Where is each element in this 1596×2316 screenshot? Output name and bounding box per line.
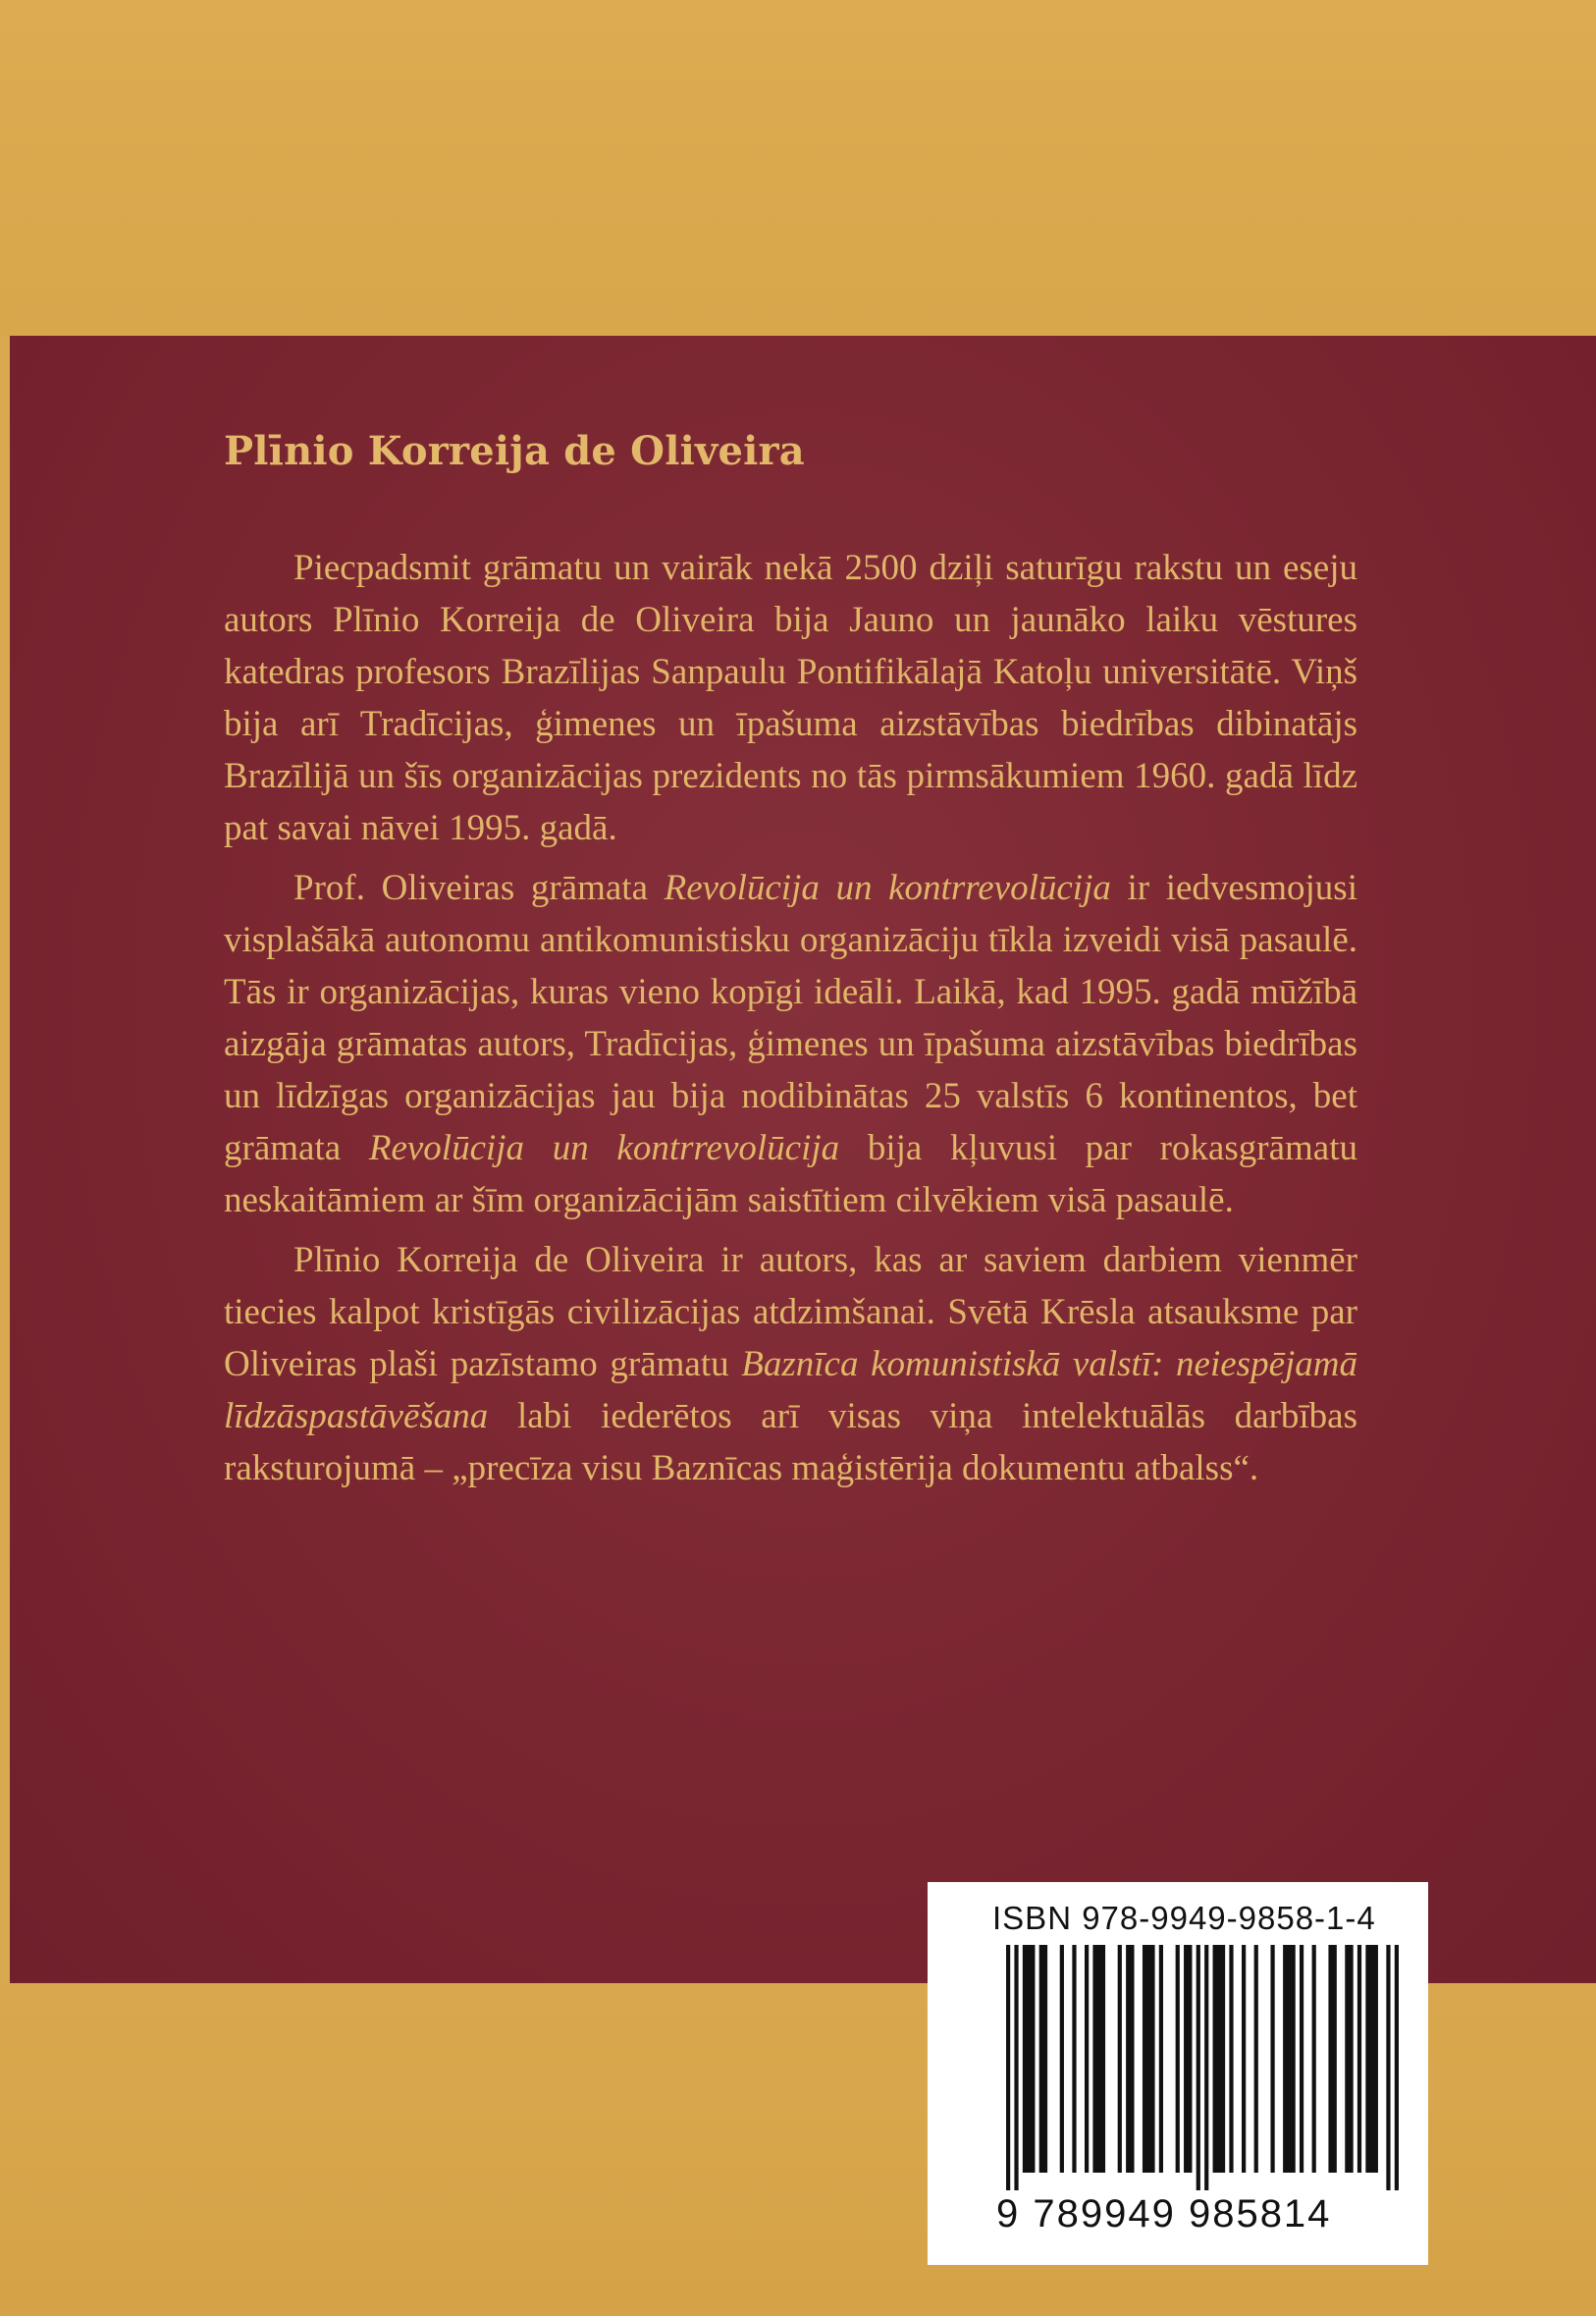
barcode-image [1006,1945,1399,2190]
blurb-paragraph [224,542,1357,854]
barcode-bar [1197,1945,1200,2190]
blurb-paragraph [224,1234,1357,1494]
paragraph-text: Prof. Oliveiras grāmata [293,868,665,908]
barcode-bar [1312,1945,1316,2173]
barcode-bar [1184,1945,1192,2173]
barcode-bar [1300,1945,1303,2173]
barcode-bar [1365,1945,1378,2173]
paragraph-text: Piecpadsmit grāmatu un vairāk nekā 2500 dziļi saturīgu rakstu un eseju autors Plīnio Korreija de Oliveira bija Jauno un jaunāko laiku vēstures katedras profesors Brazīlijas Sanpaulu Pontifikālajā Katoļu universitātē. Viņš bija arī Tradīcijas, ģimenes un īpašuma aizstāvības biedrības dibinatājs Brazīlijā un šīs organizācijas prezidents no tās pirmsākumiem 1960. gadā līdz pat savai nāvei 1995. gadā. [224,548,1357,848]
isbn-label: ISBN 978-9949-9858-1-4 [992,1900,1376,1936]
barcode-bar [1023,1945,1036,2173]
paragraph-text: bija kļuvusi par rokasgrāmatu neskaitāmiem ar šīm organizācijām saistītiem cilvēkiem visā pasaulē. [224,1128,1357,1220]
barcode-bar [1242,1945,1246,2173]
paragraph-text: Plīnio Korreija de Oliveira ir autors, kas ar saviem darbiem vienmēr tiecies kalpot kristīgās civilizācijas atdzimšanai. Svētā Krēsla atsauksme par Oliveiras plaši pazīstamo grāmatu [224,1240,1357,1384]
barcode-bar [1039,1945,1047,2173]
barcode-bar [1229,1945,1233,2173]
barcode-bar [1006,1945,1010,2190]
barcode-box [928,1882,1428,2265]
paragraph-text: labi iederētos arī visas viņa intelektuālās darbības raksturojumā – „precīza visu Baznīcas maģistērija dokumentu atbalss“. [224,1396,1357,1488]
barcode-bar [1072,1945,1076,2173]
blurb-paragraph [224,862,1357,1226]
barcode-bar [1357,1945,1361,2173]
book-title-italic: Revolūcija un kontrrevolūcija [664,868,1111,908]
barcode-bar [1085,1945,1089,2173]
barcode-bar [1328,1945,1336,2173]
barcode-bar [1283,1945,1296,2173]
barcode-bar [1345,1945,1353,2173]
barcode-bar [1092,1945,1105,2173]
book-title-italic: Revolūcija un kontrrevolūcija [368,1128,840,1168]
barcode-bar [1014,1945,1018,2190]
barcode-bar [1060,1945,1064,2173]
book-title-italic: Baznīca komunistiskā valstī: neiespējamā līdzāspastāvēšana [224,1344,1357,1436]
author-heading: Plīnio Korreija de Oliveira [224,428,805,474]
blurb-text [224,542,1357,1494]
barcode-bar [1254,1945,1258,2173]
barcode-bar [1159,1945,1163,2173]
barcode-digits: 9 789949 985814 [996,2192,1332,2235]
barcode-bar [1118,1945,1122,2173]
barcode-bar [1213,1945,1226,2173]
barcode-bar [1386,1945,1390,2190]
top-mustard-band [0,0,1596,336]
barcode-bar [1270,1945,1274,2173]
barcode-bar [1176,1945,1180,2173]
barcode-bar [1204,1945,1208,2190]
barcode-bar [1143,1945,1155,2173]
paragraph-text: ir iedvesmojusi visplašākā autonomu antikomunistisku organizāciju tīkla izveidi visā pasaulē. Tās ir organizācijas, kuras vieno kopīgi ideāli. Laikā, kad 1995. gadā mūžībā aizgāja grāmatas autors, Tradīcijas, ģimenes un īpašuma aizstāvības biedrības un līdzīgas organizācijas jau bija nodibinātas 25 valstīs 6 kontinentos, bet grāmata [224,868,1357,1168]
barcode-bar [1395,1945,1399,2190]
barcode-bar [1126,1945,1134,2173]
